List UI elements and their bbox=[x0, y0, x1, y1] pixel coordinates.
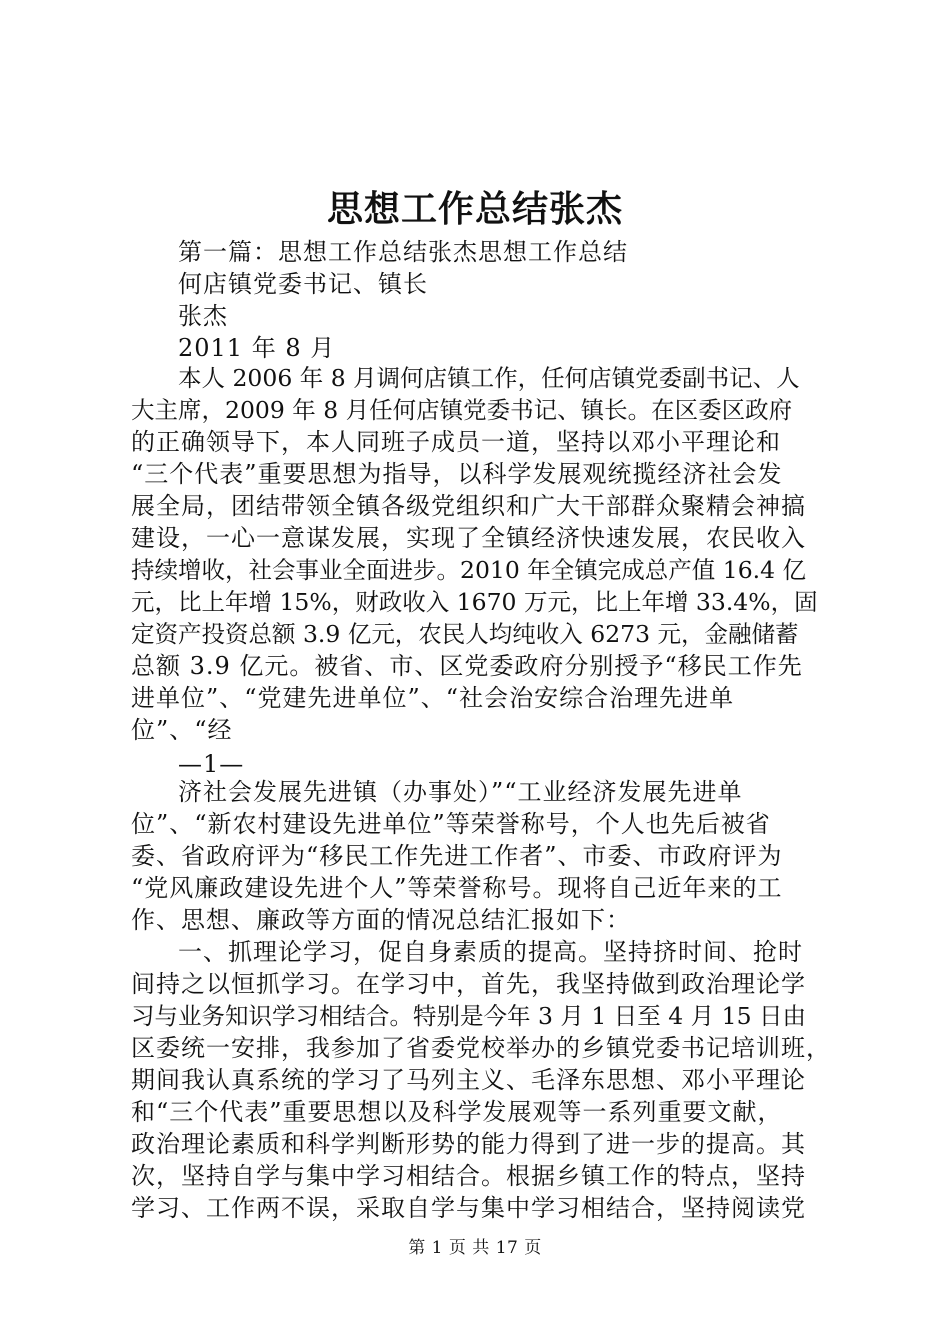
paragraph1-line: 建设，一心一意谋发展，实现了全镇经济快速发展，农民收入 bbox=[131, 524, 806, 552]
header-line-3: 张杰 bbox=[178, 302, 228, 330]
paragraph2-line: 位”、“新农村建设先进单位”等荣誉称号，个人也先后被省 bbox=[131, 810, 771, 838]
paragraph1-line: 位”、“经 bbox=[131, 716, 233, 744]
paragraph1-line: 进单位”、“党建先进单位”、“社会治安综合治理先进单 bbox=[131, 684, 735, 712]
paragraph3-line: 和“三个代表”重要思想以及科学发展观等一系列重要文献， bbox=[131, 1098, 783, 1126]
paragraph2-line: 委、省政府评为“移民工作先进工作者”、市委、市政府评为 bbox=[131, 842, 783, 870]
paragraph3-line: 习与业务知识学习相结合。特别是今年 3 月 1 日至 4 月 15 日由 bbox=[131, 1002, 807, 1030]
paragraph2-line: 作、思想、廉政等方面的情况总结汇报如下： bbox=[131, 906, 631, 934]
paragraph3-line: 次，坚持自学与集中学习相结合。根据乡镇工作的特点，坚持 bbox=[131, 1162, 806, 1190]
paragraph3-line: 期间我认真系统的学习了马列主义、毛泽东思想、邓小平理论 bbox=[131, 1066, 806, 1094]
page-footer: 第 1 页 共 17 页 bbox=[408, 1238, 542, 1258]
paragraph1-line: 本人 2006 年 8 月调何店镇工作，任何店镇党委副书记、人 bbox=[178, 364, 800, 392]
paragraph1-line: 持续增收，社会事业全面进步。2010 年全镇完成总产值 16.4 亿 bbox=[131, 556, 807, 584]
paragraph1-line: 展全局，团结带领全镇各级党组织和广大干部群众聚精会神搞 bbox=[131, 492, 806, 520]
paragraph1-line: “三个代表”重要思想为指导，以科学发展观统揽经济社会发 bbox=[131, 460, 783, 488]
paragraph2-line: “党风廉政建设先进个人”等荣誉称号。现将自己近年来的工 bbox=[131, 874, 783, 902]
document-title: 思想工作总结张杰 bbox=[326, 188, 623, 230]
paragraph3-line: 间持之以恒抓学习。在学习中，首先，我坚持做到政治理论学 bbox=[131, 970, 806, 998]
paragraph1-line: 大主席，2009 年 8 月任何店镇党委书记、镇长。在区委区政府 bbox=[131, 396, 793, 424]
paragraph1-line: 总额 3.9 亿元。被省、市、区党委政府分别授予“移民工作先 bbox=[131, 652, 803, 680]
paragraph1-line: 的正确领导下，本人同班子成员一道，坚持以邓小平理论和 bbox=[131, 428, 781, 456]
paragraph1-line: 元，比上年增 15%，财政收入 1670 万元，比上年增 33.4%，固 bbox=[131, 588, 818, 616]
paragraph2-line: 济社会发展先进镇（办事处）”“工业经济发展先进单 bbox=[178, 778, 743, 806]
paragraph3-line: 学习、工作两不误，采取自学与集中学习相结合，坚持阅读党 bbox=[131, 1194, 806, 1222]
page-marker: —1— bbox=[178, 750, 245, 778]
header-line-4: 2011 年 8 月 bbox=[178, 334, 336, 362]
header-line-1: 第一篇：思想工作总结张杰思想工作总结 bbox=[178, 238, 628, 266]
paragraph3-line: 区委统一安排，我参加了省委党校举办的乡镇党委书记培训班， bbox=[131, 1034, 831, 1062]
paragraph3-line: 政治理论素质和科学判断形势的能力得到了进一步的提高。其 bbox=[131, 1130, 806, 1158]
header-line-2: 何店镇党委书记、镇长 bbox=[178, 270, 428, 298]
paragraph1-line: 定资产投资总额 3.9 亿元，农民人均纯收入 6273 元，金融储蓄 bbox=[131, 620, 799, 648]
paragraph3-line: 一、抓理论学习，促自身素质的提高。坚持挤时间、抢时 bbox=[178, 938, 803, 966]
